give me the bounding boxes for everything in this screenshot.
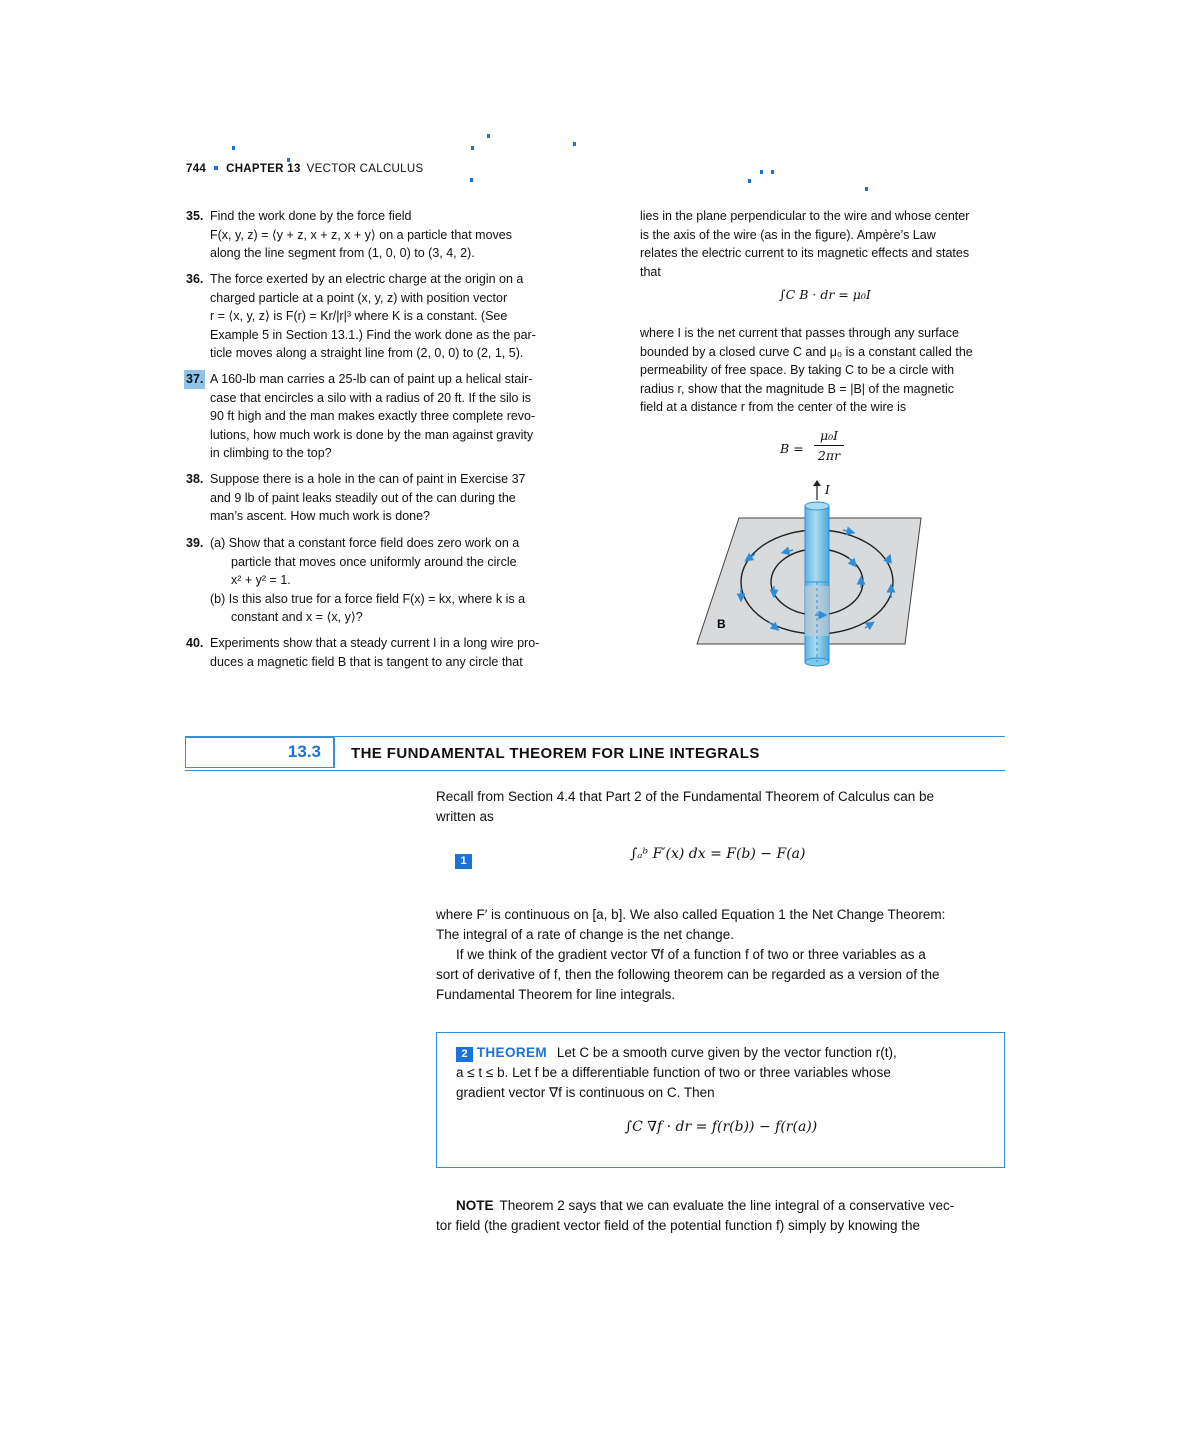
exercise-line: (b) Is this also true for a force field F(x) = kx, where k is a	[210, 591, 526, 606]
exercise-line: man’s ascent. How much work is done?	[210, 509, 431, 523]
chapter-label: CHAPTER 13	[226, 163, 301, 175]
paragraph-3	[436, 945, 1006, 1005]
exercise-line: r = ⟨x, y, z⟩ is F(r) = Kr/|r|³ where K is a constant. (See	[210, 309, 508, 323]
note-paragraph	[436, 1196, 1006, 1236]
theorem-equation: ∫C ∇f · dr = f(r(b)) − f(r(a))	[624, 1119, 818, 1135]
exercise-line: constant and x = ⟨x, y⟩?	[231, 610, 363, 624]
speck	[471, 146, 474, 150]
wire-top	[805, 502, 829, 510]
label-I: I	[825, 483, 830, 497]
exercise-line: duces a magnetic field B that is tangent to any circle that	[210, 654, 523, 669]
speck	[487, 134, 490, 138]
chapter-title: VECTOR CALCULUS	[306, 163, 424, 175]
text-line: permeability of free space. By taking C to be a circle with	[640, 363, 955, 377]
section-heading	[185, 736, 1005, 771]
wire-upper	[805, 506, 829, 582]
theorem-tag: 2	[456, 1047, 473, 1062]
equation-1: ∫ₐᵇ F′(x) dx = F(b) − F(a)	[630, 846, 806, 862]
note-text: Theorem 2 says that we can evaluate the line integral of a conservative vec-	[499, 1198, 955, 1213]
text-line: The integral of a rate of change is the net change.	[436, 927, 734, 942]
ampere-law-equation: ∫C B · dr = μ₀I	[779, 287, 871, 302]
exercise-line: case that encircles a silo with a radius of 20 ft. If the silo is	[210, 390, 531, 405]
exercise-line: particle that moves once uniformly around the circle	[231, 554, 517, 569]
exercise-40-continued	[640, 207, 1010, 281]
wire-through-plane-shade	[805, 586, 829, 636]
header-bullet	[214, 166, 218, 170]
text-line: where I is the net current that passes through any surface	[640, 326, 959, 340]
exercise-line: Experiments show that a steady current I in a long wire pro-	[210, 636, 540, 650]
text-line: written as	[436, 809, 494, 824]
exercise-number: 39.	[186, 536, 204, 550]
equation-lhs: B =	[780, 441, 804, 456]
theorem-line-1	[456, 1043, 986, 1063]
text-line	[436, 1196, 1006, 1216]
theorem-box	[436, 1032, 1005, 1168]
text-line: bounded by a closed curve C and μ₀ is a constant called the	[640, 344, 973, 359]
speck	[771, 170, 774, 174]
exercise-line: along the line segment from (1, 0, 0) to (3, 4, 2).	[210, 246, 475, 260]
text-line: field at a distance r from the center of the wire is	[640, 400, 907, 414]
text-line: gradient vector ∇f is continuous on C. Then	[456, 1085, 715, 1100]
text-line: where F′ is continuous on [a, b]. We also called Equation 1 the Net Change Theorem:	[436, 907, 946, 922]
speck	[573, 142, 576, 146]
exercise-line: Example 5 in Section 13.1.) Find the work done as the par-	[210, 327, 536, 342]
exercise-40-text-b	[640, 324, 1010, 417]
text-line: radius r, show that the magnitude B = |B| of the magnetic	[640, 381, 954, 396]
text-line: Recall from Section 4.4 that Part 2 of the Fundamental Theorem of Calculus can be	[436, 789, 935, 804]
exercise-line: in climbing to the top?	[210, 446, 332, 460]
exercise-line: F(x, y, z) = ⟨y + z, x + z, x + y⟩ on a particle that moves	[210, 227, 512, 242]
exercise-line: Find the work done by the force field	[210, 209, 412, 223]
text-line: relates the electric current to its magnetic effects and states	[640, 246, 970, 260]
exercise-line: lutions, how much work is done by the man against gravity	[210, 427, 534, 442]
text-line: that	[640, 264, 661, 279]
exercise-number-highlighted[interactable]: 37.	[184, 370, 205, 389]
speck	[287, 158, 290, 162]
exercise-line: A 160-lb man carries a 25-lb can of paint up a helical stair-	[210, 372, 533, 386]
speck	[470, 178, 473, 182]
exercise-line: x² + y² = 1.	[231, 573, 291, 587]
paragraph-2	[436, 905, 1006, 945]
speck	[760, 170, 763, 174]
speck	[232, 146, 235, 150]
exercise-number: 38.	[186, 472, 204, 486]
equation-numerator: μ₀I	[819, 428, 839, 443]
section-title: THE FUNDAMENTAL THEOREM FOR LINE INTEGRALS	[351, 745, 760, 762]
exercise-number: 35.	[186, 209, 204, 223]
magnetic-field-figure	[695, 478, 925, 670]
text-line: Let C be a smooth curve given by the vector function r(t),	[556, 1045, 897, 1060]
speck	[865, 187, 868, 191]
exercise-line: Suppose there is a hole in the can of paint in Exercise 37	[210, 472, 526, 486]
text-line: Fundamental Theorem for line integrals.	[436, 987, 676, 1002]
running-header	[186, 163, 423, 175]
theorem-heading: THEOREM	[476, 1045, 548, 1060]
section-number-box	[185, 737, 335, 768]
note-heading: NOTE	[456, 1198, 494, 1213]
text-line: lies in the plane perpendicular to the wire and whose center	[640, 209, 970, 223]
exercise-line: The force exerted by an electric charge at the origin on a	[210, 272, 524, 286]
page-number: 744	[186, 163, 207, 175]
section-number: 13.3	[287, 742, 321, 761]
intro-paragraph	[436, 787, 1006, 827]
equation-tag: 1	[455, 854, 472, 869]
exercise-line: ticle moves along a straight line from (2, 0, 0) to (2, 1, 5).	[210, 346, 524, 360]
current-arrowhead	[813, 480, 821, 486]
text-line: sort of derivative of f, then the following theorem can be regarded as a version of the	[436, 967, 940, 982]
equation-1-tag	[455, 851, 472, 869]
exercise-number: 40.	[186, 636, 204, 650]
fraction-bar	[814, 445, 844, 446]
text-line: is the axis of the wire (as in the figure). Ampère’s Law	[640, 227, 936, 242]
text-line: tor field (the gradient vector field of the potential function f) simply by knowing the	[436, 1218, 921, 1233]
label-B: B	[717, 617, 726, 631]
exercise-line: 90 ft high and the man makes exactly three complete revo-	[210, 409, 536, 423]
exercise-line: and 9 lb of paint leaks steadily out of the can during the	[210, 490, 516, 505]
exercise-line: charged particle at a point (x, y, z) with position vector	[210, 290, 508, 305]
equation-denominator: 2πr	[817, 448, 841, 463]
text-line: If we think of the gradient vector ∇f of a function f of two or three variables as a	[456, 947, 926, 962]
exercise-number: 36.	[186, 272, 204, 286]
exercise-line: (a) Show that a constant force field does zero work on a	[210, 536, 520, 550]
speck	[748, 179, 751, 183]
text-line: a ≤ t ≤ b. Let f be a differentiable function of two or three variables whose	[456, 1065, 891, 1080]
